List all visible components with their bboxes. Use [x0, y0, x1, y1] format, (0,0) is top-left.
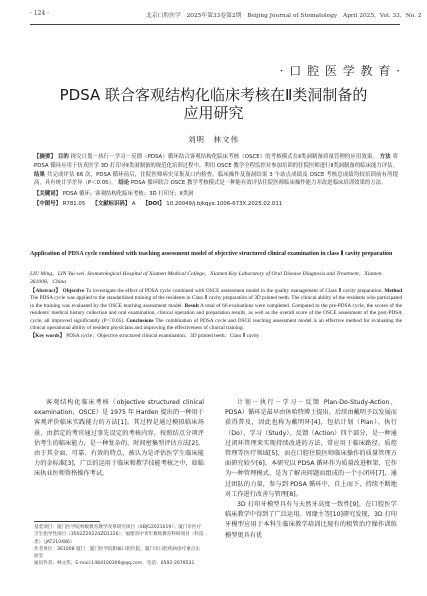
title-line-2: 应用研究 — [183, 104, 244, 122]
footnote-affiliation: 作者单位：361008 厦门 厦门医学院附属口腔医院，厦门市口腔疾病诊疗重点实验室 — [34, 546, 200, 560]
title-line-1: PDSA 联合客观结构化临床考核在Ⅱ类洞制备的 — [59, 86, 368, 104]
footnote — [34, 524, 204, 568]
en-conclusions-label: Conclusions — [126, 317, 154, 324]
purpose-label: 目的 — [57, 154, 69, 160]
chinese-abstract — [34, 153, 398, 209]
en-method-label: Method — [384, 288, 403, 294]
doc-code-label: 【文献标识码】 — [92, 200, 131, 207]
authors: 刘明 林文伟 — [188, 135, 239, 144]
body-column-right — [225, 398, 397, 541]
running-header: 北京口腔医学 2025年第33卷第2期 Beijing Journal of Stomatology April 2025，Vol. 33，No. 2 — [146, 13, 422, 19]
result-text: 共完成评估 66 次，PDSA 循环前后，住院医师病史采集及口内检查、临床操作及备洞结果 3 个站点成绩及 OSCE 考核总成绩均较培训前有所提高，具有统计学差异（P＜0.05）。 — [34, 171, 398, 187]
result-label: 结果 — [34, 171, 46, 178]
en-keywords-line — [30, 333, 402, 340]
article-title — [0, 86, 427, 122]
en-objective-text: To investigate the effect of PDSA cycle combined with OSCE assessment model in the quality management of Class Ⅱ cavity preparation. — [85, 288, 383, 294]
conclusion-text: PDSA 循环联合 OSCE 教学考核模式是一种能有效评估住院医师临床操作能力并改进临床培训效果的方法。 — [130, 180, 387, 187]
method-label: 方法 — [379, 154, 391, 160]
keywords-label: 【关键词】 — [34, 190, 61, 197]
doc-code-value: A — [131, 200, 136, 207]
english-title: Application of PDSA cycle combined with teaching assessment model of objective structured clinical examination in class Ⅱ cavity preparation — [30, 251, 393, 257]
en-method-text: The PDSA cycle was applied to the standardized training of the residents in Class Ⅱ cavity preparation of 3D printed teeth. The clinical ability of the residents who participated in the training was evaluated by the OSCE teaching assessment model. — [30, 295, 402, 309]
doi-value: 10.20049/j.bjkqyx.1006-673X.2025.02.011 — [166, 200, 283, 207]
footnote-contact: 通讯作者：林文伟，E-mail:1484100306@qq.com，电话：0592-2678531 — [34, 561, 195, 567]
body-paragraph: 计划－执行－学习－反馈 Plan-Do-Study-Action，PDSA）循环是最早由休哈特博士提出，后续由戴明予以发展而获得普及，因此也称为戴明环[4]，包括计划（Plan）、执行（Do）、学习（Study）、反馈（Action）四个部分，是一种通过闭环管理来实现持续改进的方法，常应用于临床路径、质控管理等医疗领域[5]，而在口腔住院医师临床操作的质量管理方面研究较少[6]。本研究以 PDSA 循环作为质量改进框架，它作为一种管理模式，是为了解决问题而组成的一个小闭环[7]，通过团队的力量，参与到 PDSA 循环中，自上而下，持续不断地对工作进行改善与管理[8]。 — [225, 399, 397, 498]
keywords-line — [34, 190, 398, 199]
en-abstract-label: 【Abstract】 — [30, 288, 62, 294]
en-keywords-label: 【Key words】 — [30, 333, 65, 340]
en-result-label: Result — [184, 302, 199, 309]
page-number: · 124 · — [30, 10, 50, 17]
doi-label: 【DOI】 — [142, 200, 165, 207]
clc-label: 【中图号】 — [34, 200, 61, 207]
body-paragraph: 客观结构化临床考核（objective structured clinical examination，OSCE）是 1975 年 Harden 提出的一种用于客观评价临床实践能力的方法[1]。其过程是通过模拟临床场景，由指定的考官通过事先设定的考核内容，按照结点分项评估考生的临床能力，是一种复杂的、时间密集型评估方法[2]。由于其全面、可靠、有效的特点，被认为是评估医学生临床能力的金标准[3]，广泛的运用于临床和教学技能考核之中，如临床执业医师资格操作考试。 — [34, 399, 204, 478]
english-authors: LIU Ming，LIN Yui-wei. Stomatological Hospital of Xiamen Medical College，Xiamen Key Laboratory of Oral Disease Diagnosis and Treatment，Xiamen 361008，China — [30, 271, 382, 285]
keywords-text: PDSA 循环；客观结构化临床考核；3D 打印牙；Ⅱ类洞 — [62, 190, 194, 197]
purpose-text: 探究计划－执行－学习－反馈（PDSA）循环结合客观结构化临床考核（OSCE）的考核模式在Ⅱ类洞制备质量管理的应用效果。 — [70, 154, 378, 160]
body-paragraph: 3D 打印牙模型具有与天然牙高度一致性[9]，在口腔医学临床教学中得到了广泛运用。周缘主等[10]研究发现，3D 打印牙模型应用于本科生临床教学培训比现有的根管治疗操作训练模型更具有优 — [225, 501, 397, 539]
method-text: 将 PDSA 循环应用于仿真医学 3D 打印牙Ⅱ类洞制备的规范化培训过程中，利用 OSCE 教学全程监控对参加培训的住院医师进行Ⅱ类洞制备的临床能力评估。 — [34, 154, 398, 169]
clc-value: R781.05 — [62, 200, 86, 207]
conclusion-label: 结论 — [118, 180, 130, 187]
classification-line — [34, 200, 398, 209]
footnote-rule — [34, 521, 100, 522]
en-conclusions-text: The combination of PDSA cycle and OSCE teaching assessment model is an effective method for evaluating the clinical operational ability of resident physicians and improving the effectiveness of clinical training. — [30, 317, 403, 332]
body-column-left — [34, 398, 204, 480]
en-keywords-text: PDSA cycle；Objective structured clinical examination；3D printed teeth；Class Ⅱ cavity — [66, 333, 260, 340]
english-abstract — [30, 288, 402, 341]
column-tag: · 口 腔 医 学 教 育 · — [279, 64, 401, 78]
en-result-text: A total of 66 evaluations were completed. Compared to the pre-PDSA cycle, the scores of the residents' medical history collection and oral examination, clinical operation and preparation results, as well as the overall score of the OSCE assessment of the post-PDSA cycle, all improved significantly (P＜0.05). — [30, 302, 402, 324]
footnote-fund: 基金项目：厦门医学院校级教育教学改革研究项目（XBJG2021019）；厦门市医疗卫生指导性项目（3502Z20224ZD1326）；福建省中青年教师教育科研项目（科技类）（JAT210486） — [34, 525, 204, 545]
en-objective-label: Objective — [62, 288, 85, 294]
abstract-label: 【摘要】 — [34, 154, 56, 160]
header-rule — [30, 24, 400, 25]
